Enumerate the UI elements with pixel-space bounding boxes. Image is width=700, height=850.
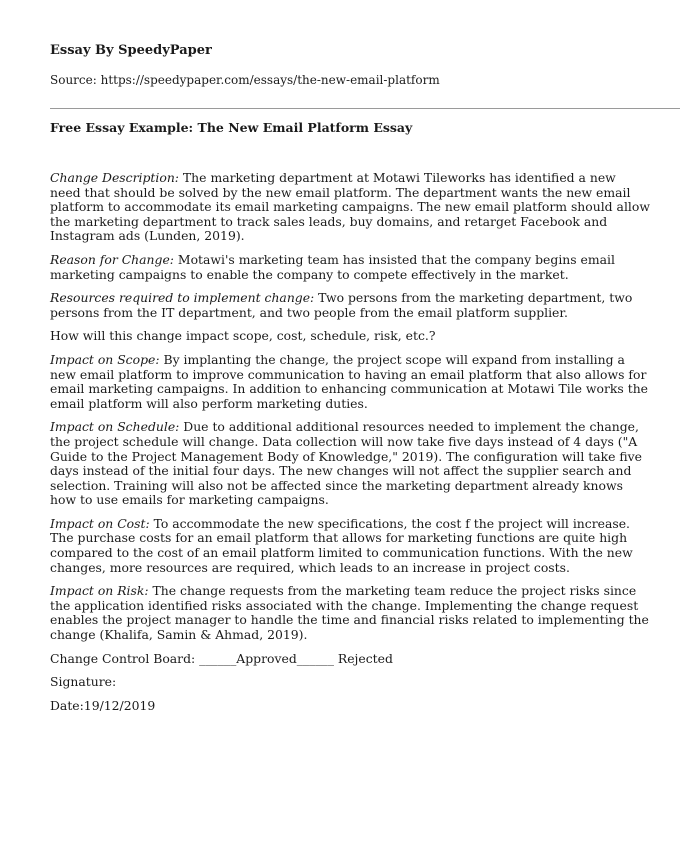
paragraph-impact-on-scope bbox=[50, 353, 650, 411]
paragraph-text: Due to additional additional resources needed to implement the change, the project schedule will change. Data collection will now take five days instead of 4 days ("A Guide to the Project Management Body of Knowledge," 2019). The configuration will take five days instead of the initial four days. The new changes will not affect the supplier search and selection. Training will also not be affected since the marketing department already knows how to use emails for marketing campaigns. bbox=[50, 419, 643, 508]
signature-line: Signature: bbox=[50, 674, 117, 690]
paragraph-resources-required bbox=[50, 291, 650, 320]
paragraph-label: Impact on Cost: bbox=[50, 515, 150, 531]
change-control-board-line: Change Control Board: ______Approved______ Rejected bbox=[50, 650, 393, 666]
paragraph-text: How will this change impact scope, cost, schedule, risk, etc.? bbox=[50, 328, 436, 344]
essay-by-heading: Essay By SpeedyPaper bbox=[50, 43, 212, 58]
paragraph-impact-question bbox=[50, 329, 650, 344]
paragraph-reason-for-change bbox=[50, 253, 650, 282]
source-line: Source: https://speedypaper.com/essays/the-new-email-platform bbox=[50, 73, 440, 87]
paragraph-text: Motawi's marketing team has insisted that the company begins email marketing campaigns to enable the company to compete effectively in the market. bbox=[50, 251, 615, 282]
paragraph-label: Change Description: bbox=[50, 170, 179, 185]
paragraph-impact-on-schedule bbox=[50, 420, 650, 508]
paragraph-label: Impact on Scope: bbox=[50, 351, 160, 367]
paragraph-label: Impact on Risk: bbox=[50, 583, 149, 599]
paragraph-impact-on-cost bbox=[50, 517, 650, 575]
header-divider bbox=[50, 108, 680, 109]
paragraph-label: Reason for Change: bbox=[50, 251, 174, 267]
paragraph-text: The change requests from the marketing team reduce the project risks since the application identified risks associated with the change. Implementing the change request enables the project manager to handle the time and financial risks related to implementing the change (Khalifa, Samin & Ahmad, 2019). bbox=[50, 583, 649, 643]
paragraph-change-description bbox=[50, 171, 650, 244]
paragraph-label: Impact on Schedule: bbox=[50, 419, 180, 435]
paragraph-text: To accommodate the new specifications, the cost f the project will increase. The purchase costs for an email platform that allows for marketing functions are quite high compared to the cost of an email platform limited to communication functions. With the new changes, more resources are required, which leads to an increase in project costs. bbox=[50, 515, 633, 575]
essay-body bbox=[50, 171, 650, 722]
paragraph-text: Two persons from the marketing department, two persons from the IT department, and two people from the email platform supplier. bbox=[50, 290, 633, 320]
date-line: Date:19/12/2019 bbox=[50, 697, 156, 713]
paragraph-impact-on-risk bbox=[50, 584, 650, 642]
paragraph-label: Resources required to implement change: bbox=[50, 290, 315, 306]
essay-title: Free Essay Example: The New Email Platform Essay bbox=[50, 120, 413, 135]
paragraph-text: By implanting the change, the project scope will expand from installing a new email platform to improve communication to having an email platform that also allows for email marketing campaigns. In addition to enhancing communication at Motawi Tile works the email platform will also perform marketing duties. bbox=[50, 351, 649, 411]
paragraph-text: The marketing department at Motawi Tileworks has identified a new need that should be solved by the new email platform. The department wants the new email platform to accommodate its email marketing campaigns. The new email platform should allow the marketing department to track sales leads, buy domains, and retarget Facebook and Instagram ads (Lunden, 2019). bbox=[50, 170, 650, 244]
essay-header bbox=[50, 42, 658, 88]
